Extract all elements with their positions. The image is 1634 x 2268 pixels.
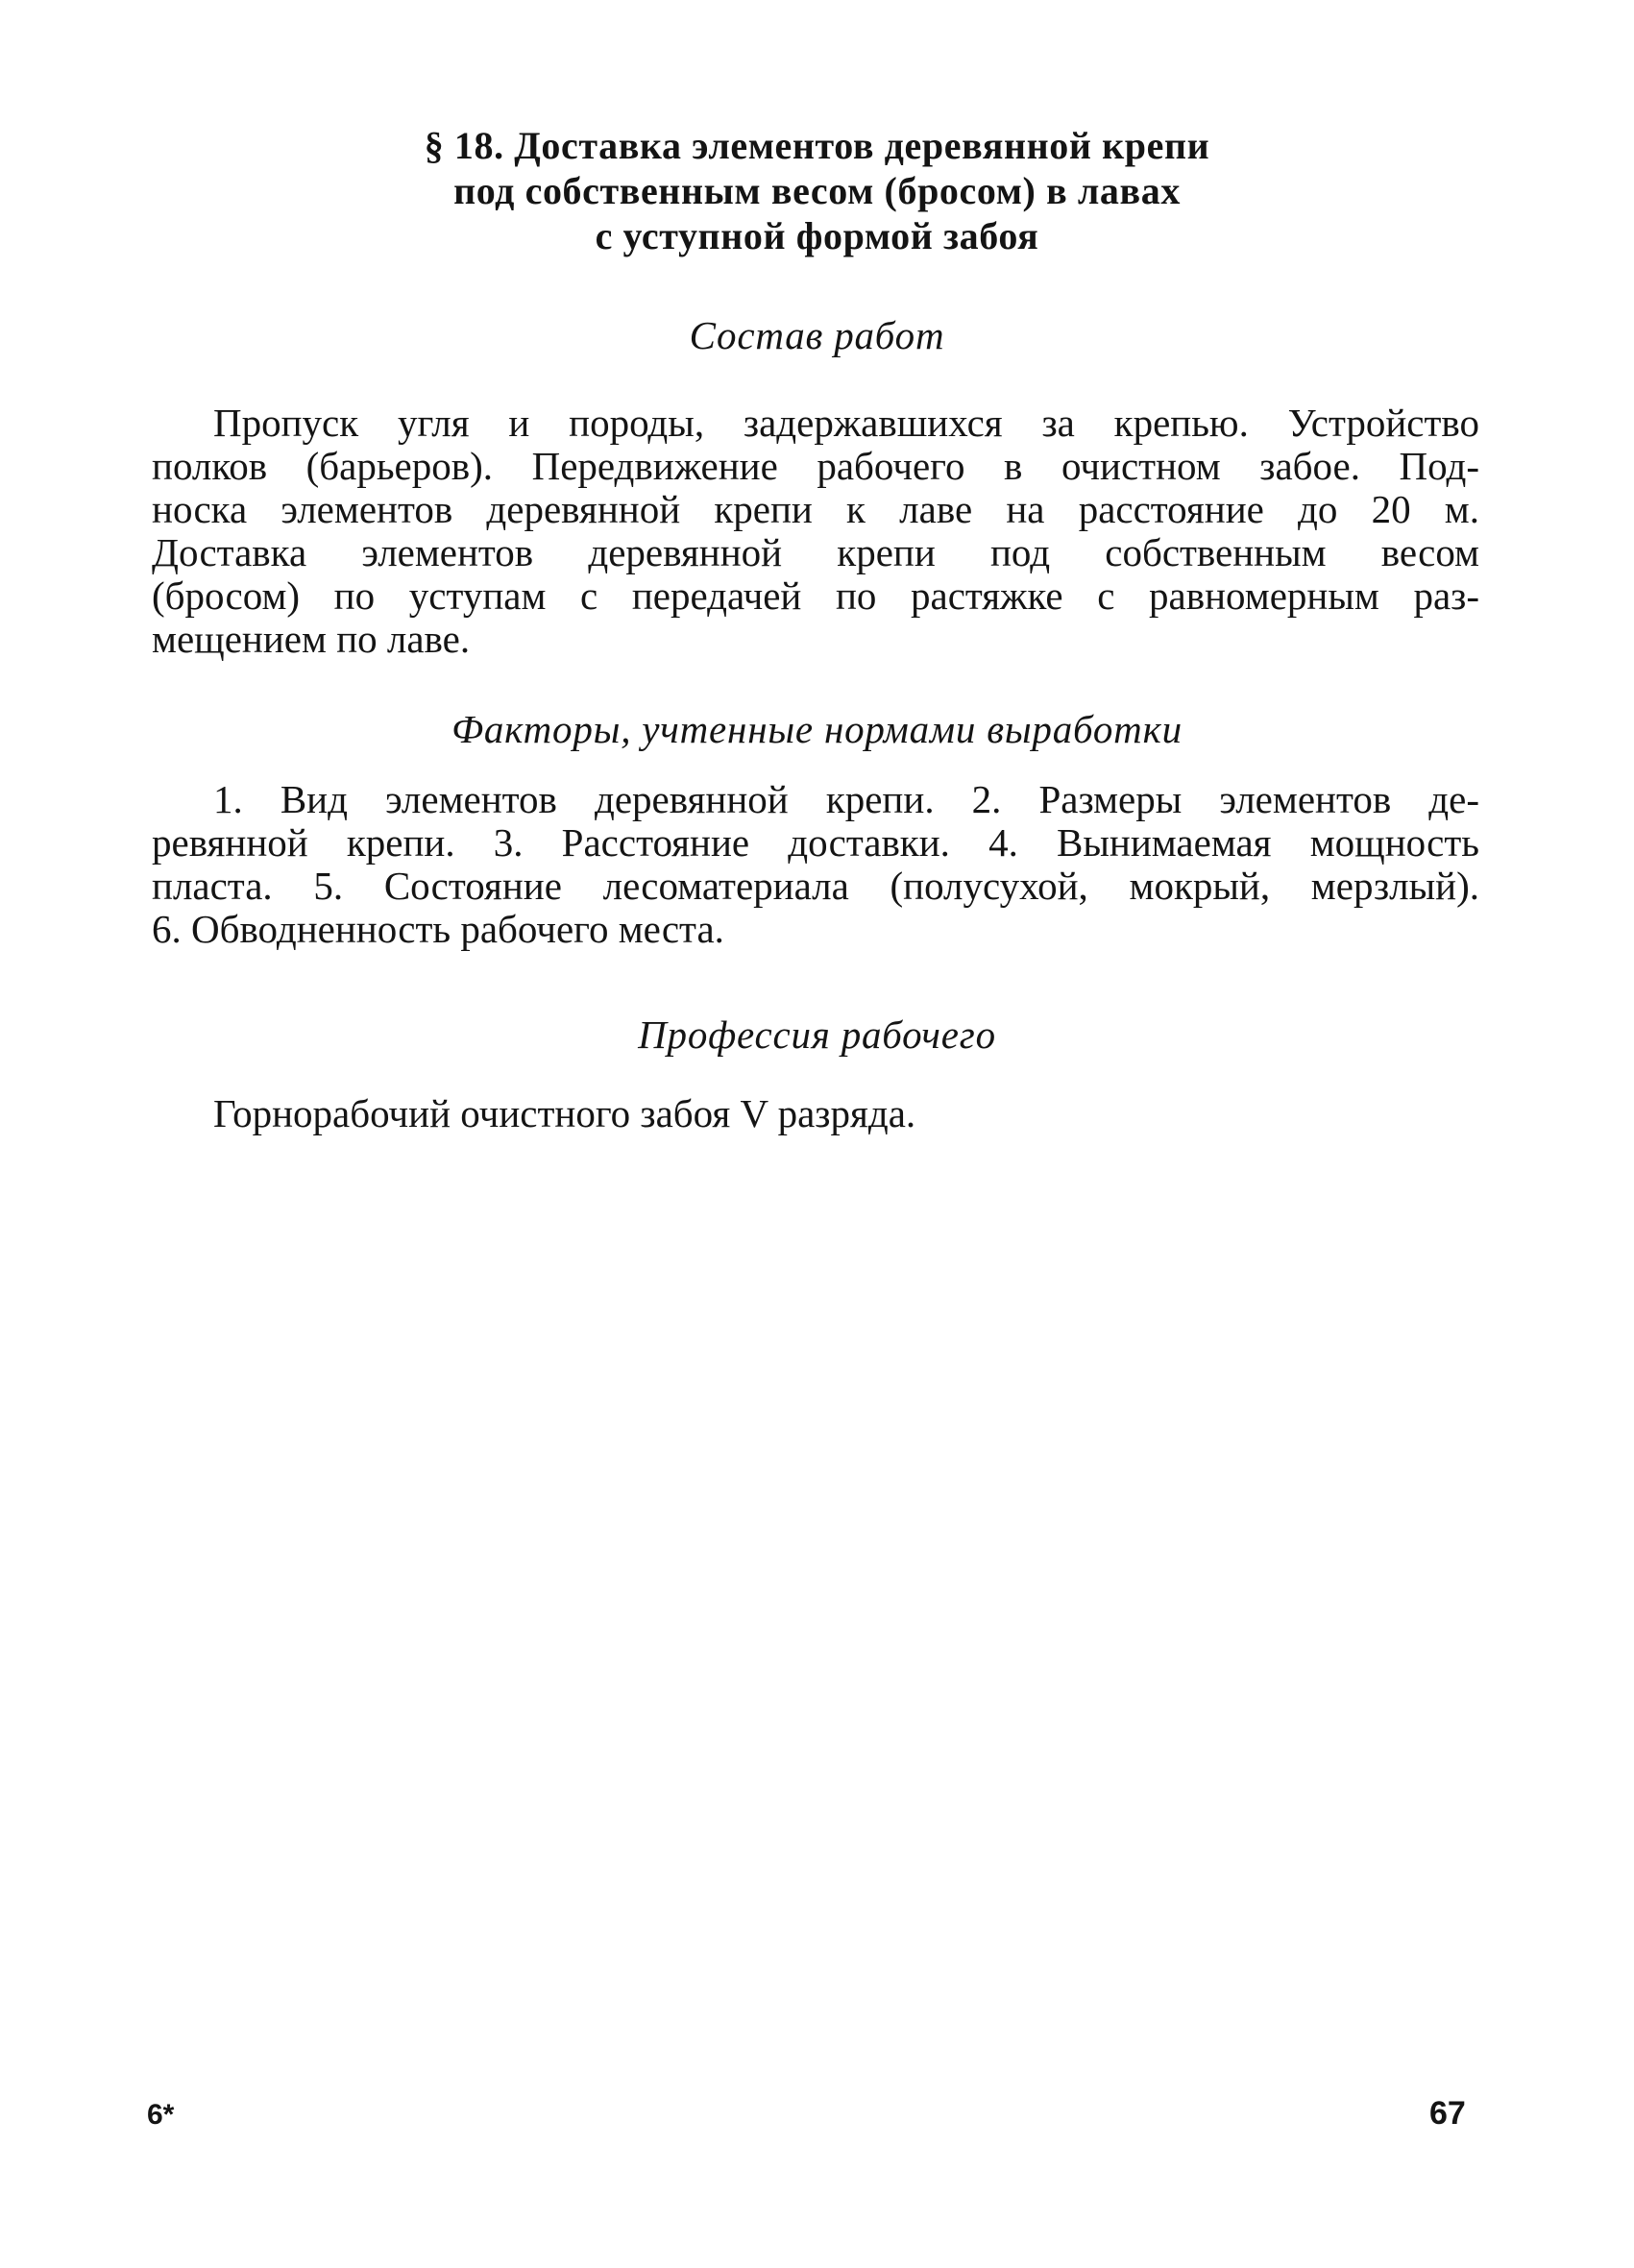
factors-paragraph <box>152 778 1479 951</box>
paragraph-line: Доставка элементов деревянной крепи под собственным весом <box>152 530 1479 574</box>
paragraph-line: ревянной крепи. 3. Расстояние доставки. 4. Вынимаемая мощность <box>152 820 1479 865</box>
signature-mark: 6* <box>147 2099 175 2131</box>
profession-paragraph <box>152 1092 1479 1135</box>
profession-heading: Профессия рабочего <box>638 1012 996 1057</box>
paragraph-line: Горнорабочий очистного забоя V разряда. <box>213 1091 916 1135</box>
factors-heading: Факторы, учтенные нормами выработки <box>451 707 1183 751</box>
section-title-line: § 18. Доставка элементов деревянной крепи <box>424 124 1210 167</box>
section-title-line: с уступной формой забоя <box>595 214 1039 257</box>
paragraph-line: полков (барьеров). Передвижение рабочего в очистном забое. Под- <box>152 444 1479 488</box>
paragraph-line: 6. Обводненность рабочего места. <box>152 907 724 951</box>
section-title-line: под собственным весом (бросом) в лавах <box>453 169 1181 212</box>
composition-paragraph <box>152 402 1479 661</box>
section-title <box>0 123 1634 258</box>
paragraph-line: Пропуск угля и породы, задержавшихся за крепью. Устройство <box>213 401 1479 445</box>
paragraph-line: мещением по лаве. <box>152 617 471 661</box>
paragraph-line: (бросом) по уступам с передачей по растяжке с равномерным раз- <box>152 573 1479 618</box>
paragraph-line: носка элементов деревянной крепи к лаве на расстояние до 20 м. <box>152 487 1479 531</box>
paragraph-line: пласта. 5. Состояние лесоматериала (полусухой, мокрый, мерзлый). <box>152 864 1479 908</box>
page-number: 67 <box>1429 2095 1466 2132</box>
paragraph-line: 1. Вид элементов деревянной крепи. 2. Размеры элементов де- <box>213 777 1479 821</box>
composition-heading: Состав работ <box>689 313 945 357</box>
